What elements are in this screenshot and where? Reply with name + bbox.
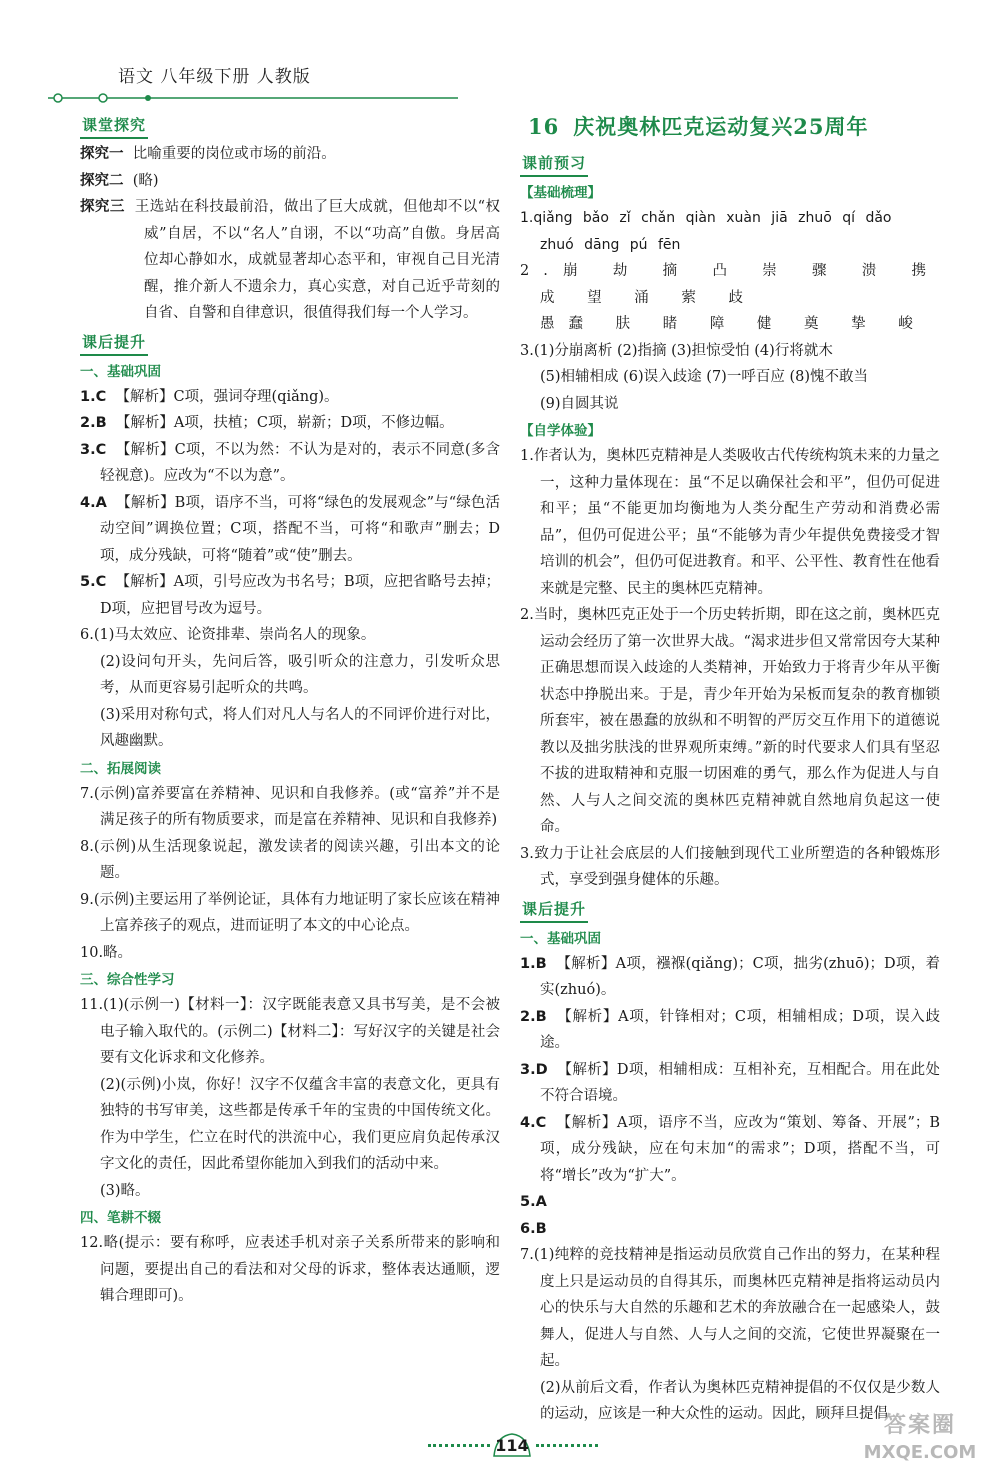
- chars-line-2: 愚蠢 肤 睹 障 健 奠 挚 峻: [540, 316, 927, 332]
- answer-text: 【解析】A项，引号应改为书名号；B项，应把省略号去掉；D项，应把冒号改为逗号。: [100, 574, 501, 617]
- header-decorative-line: [48, 92, 458, 104]
- subsection-title-bigeng: 四、笔耕不辍: [80, 1210, 161, 1226]
- answer-text: 【解析】D项，相辅相成：互相补充，互相配合。用在此处不符合语境。: [540, 1061, 941, 1104]
- zixue-item-1: 1.作者认为，奥林匹克精神是人类吸收古代传统构筑未来的力量之一，这种力量体现在：虽“不足以确保社会和平”，但仍可促进和平；虽“不能更加均衡地为人类分配生产劳动和消费必需品”，但仍可促进公平；虽“不能够为青少年提供免费接受才智培训的机会”，但仍可促进教育。和平、公平性、教育性在他看来就是完整、民主的奥林匹克精神。: [520, 448, 940, 597]
- answer-number: 4.A: [80, 494, 107, 511]
- section-title-kehou-right: 课后提升: [520, 898, 588, 923]
- answer-number: 2.B: [80, 415, 107, 431]
- answer-item-11-3: (3)略。: [100, 1182, 150, 1199]
- explore-text: 比喻重要的岗位或市场的前沿。: [132, 146, 336, 162]
- subsection-title-zonghe: 三、综合性学习: [80, 972, 175, 988]
- answer-item-9: 9.(示例)主要运用了举例论证，具体有力地证明了家长应该在精神上富养孩子的观点，进而证明了本文的中心论点。: [80, 891, 500, 934]
- answer-item-11-1: 11.(1)(示例一)【材料一】：汉字既能表意又具书写美，是不会被电子输入取代的。(示例二)【材料二】：写好汉字的关键是社会要有文化诉求和文化修养。: [80, 997, 500, 1066]
- section-title-kehou: 课后提升: [80, 331, 148, 356]
- pinyin-line-2: zhuó dāng pú fēn: [540, 236, 681, 253]
- explore-text: 王选站在科技最前沿，做出了巨大成就，但他却不以“权威”自居，不以“名人”自诩，不以“功高”自傲。身居高位却心静如水，成就显著却心态平和，审视自己目光清醒，推介新人不遗余力，真心实意，对自己近乎苛刻的自省、自警和自律意识，很值得我们每一个人学习。: [134, 199, 501, 321]
- answer-item: [520, 1189, 940, 1216]
- subsection-title-tuozhan: 二、拓展阅读: [80, 760, 161, 777]
- answer-item: [520, 951, 940, 1004]
- answer-item-7-1: 7.(1)纯粹的竞技精神是指运动员欣赏自己作出的努力，在某种程度上只是运动员的自得其乐，而奥林匹克精神是指将运动员内心的快乐与大自然的乐趣和艺术的奔放融合在一起感染人，鼓舞人，促进人与自然、人与人之间的交流，它使世界凝聚在一起。: [520, 1247, 940, 1369]
- zixue-item-2: 2.当时，奥林匹克正处于一个历史转折期，即在这之前，奥林匹克运动会经历了第一次世界大战。“渴求进步但又常常因夸大某种正确思想而误入歧途的人类精神，开始致力于将青少年从平衡状态中挣脱出来。于是，青少年开始为呆板而复杂的教育枷锁所套牢，被在愚蠢的放纵和不明智的严厉交互作用下的道德说教以及拙劣肤浅的世界观所束缚。”新的时代要求人们具有坚忍不拔的进取精神和克服一切困难的勇气，那么作为促进人与自然、人与人之间交流的奥林匹克精神就自然地肩负起这一使命。: [520, 607, 940, 835]
- lesson-name: 庆祝奥林匹克运动复兴25周年: [573, 114, 869, 139]
- answer-item-10: 10.略。: [80, 944, 133, 961]
- answer-number: 6.B: [520, 1220, 547, 1237]
- explore-label: 探究二: [80, 172, 124, 189]
- section-title-keqian: 课前预习: [520, 152, 588, 177]
- answer-number: 1.C: [80, 388, 107, 405]
- watermark-url: MXQE.COM: [863, 1442, 977, 1463]
- answer-item: [80, 569, 500, 622]
- answer-item-6-3: (3)采用对称句式，将人们对凡人与名人的不同评价进行对比，风趣幽默。: [100, 706, 500, 749]
- answer-item: [80, 490, 500, 570]
- answer-text: 【解析】C项，不以为然：不认为是对的，表示不同意(多含轻视意)。应改为“不以为意”。: [100, 441, 501, 484]
- answer-item: [80, 384, 500, 411]
- idiom-line-3: (9)自圆其说: [540, 395, 619, 412]
- answer-number: 4.C: [520, 1114, 547, 1131]
- pinyin-line-1: 1.qiǎng bǎo zǐ chǎn qiàn xuàn jiā zhuō qí dǎo: [520, 210, 892, 226]
- running-header-title: 语文 八年级下册 人教版: [118, 67, 311, 87]
- footer-dots-left: [428, 1444, 490, 1451]
- answer-item-7-2: (2)从前后文看，作者认为奥林匹克精神提倡的不仅仅是少数人的运动，应该是一种大众性的运动。因此，顾拜旦提倡: [540, 1379, 940, 1422]
- answer-text: 【解析】B项，语序不当，可将“绿色的发展观念”与“绿色活动空间”调换位置；C项，搭配不当，可将“和歌声”删去；D项，成分残缺，可将“随着”或“使”删去。: [100, 494, 500, 564]
- answer-item-8: 8.(示例)从生活现象说起，激发读者的阅读兴趣，引出本文的论题。: [80, 838, 500, 881]
- answer-item-6-1: 6.(1)马太效应、论资排辈、崇尚名人的现象。: [80, 627, 376, 643]
- answer-text: 【解析】A项，语序不当，应改为“策划、筹备、开展”；B项，成分残缺，应在句末加“的需求”；D项，搭配不当，可将“增长”改为“扩大”。: [540, 1114, 941, 1184]
- subsection-title-jichu-shuli: 【基础梳理】: [520, 185, 601, 201]
- answer-item: [80, 437, 500, 490]
- page-number: 114: [495, 1436, 529, 1455]
- lesson-number: 16: [528, 114, 560, 139]
- idiom-line-2: (5)相辅相成 (6)误入歧途 (7)一呼百应 (8)愧不敢当: [540, 369, 868, 385]
- answer-item: [520, 1216, 940, 1243]
- right-column: [520, 110, 940, 1428]
- left-column: [80, 110, 500, 1310]
- zixue-item-3: 3.致力于让社会底层的人们接触到现代工业所塑造的各种锻炼形式，享受到强身健体的乐趣。: [520, 845, 940, 888]
- answer-text: 【解析】A项，针锋相对；C项，相辅相成；D项，误入歧途。: [540, 1008, 940, 1051]
- watermark-text: 答案圈: [883, 1413, 956, 1438]
- answer-number: 1.B: [520, 955, 547, 972]
- watermark-logo: [850, 1410, 990, 1470]
- answer-number: 5.C: [80, 574, 107, 590]
- answer-text: 【解析】C项，强词夺理(qiǎng)。: [115, 388, 339, 405]
- footer-dots-right: [536, 1444, 598, 1451]
- subsection-title-jichu: 一、基础巩固: [80, 363, 161, 380]
- chars-line-1: 2.崩 劫 摘 凸 崇 骤 溃 携 成 望 涌 萦 歧: [520, 263, 940, 306]
- explore-item-2: [80, 168, 500, 195]
- answer-item: [520, 1110, 940, 1190]
- idiom-line-1: 3.(1)分崩离析 (2)指摘 (3)担惊受怕 (4)行将就木: [520, 342, 833, 359]
- explore-item-1: [80, 141, 500, 168]
- answer-item-6-2: (2)设问句开头，先问后答，吸引听众的注意力，引发听众思考，从而更容易引起听众的共鸣。: [100, 653, 500, 696]
- explore-label: 探究一: [80, 146, 124, 162]
- answer-number: 5.A: [520, 1194, 547, 1210]
- answer-text: 【解析】A项，襁褓(qiǎng)；C项，拙劣(zhuō)；D项，着实(zhuó)。: [540, 955, 940, 998]
- explore-label: 探究三: [80, 199, 125, 215]
- answer-item: [80, 410, 500, 437]
- explore-item-3: [80, 194, 500, 327]
- answer-item: [520, 1004, 940, 1057]
- answer-item: [520, 1057, 940, 1110]
- answer-number: 2.B: [520, 1008, 547, 1025]
- answer-item-7: 7.(示例)富养要富在养精神、见识和自我修养。(或“富养”并不是满足孩子的所有物质要求，而是富在养精神、见识和自我修养): [80, 785, 500, 828]
- answer-item-12: 12.略(提示：要有称呼，应表述手机对亲子关系所带来的影响和问题，要提出自己的看法和对父母的诉求，整体表达通顺，逻辑合理即可)。: [80, 1235, 500, 1304]
- answer-number: 3.D: [520, 1061, 548, 1078]
- subsection-title-zixue: 【自学体验】: [520, 423, 601, 439]
- answer-text: 【解析】A项，扶植；C项，崭新；D项，不修边幅。: [115, 415, 454, 431]
- explore-text: (略): [132, 172, 159, 189]
- answer-item-11-2: (2)(示例)小岚，你好！汉字不仅蕴含丰富的表意文化，更具有独特的书写审美，这些都是传承千年的宝贵的中国传统文化。作为中学生，伫立在时代的洪流中心，我们更应肩负起传承汉字文化的责任，因此希望你能加入到我们的活动中来。: [100, 1076, 500, 1172]
- lesson-title: [528, 110, 940, 144]
- answer-number: 3.C: [80, 441, 107, 458]
- subsection-title-jichu-right: 一、基础巩固: [520, 930, 601, 947]
- section-title-ketang: 课堂探究: [80, 114, 148, 139]
